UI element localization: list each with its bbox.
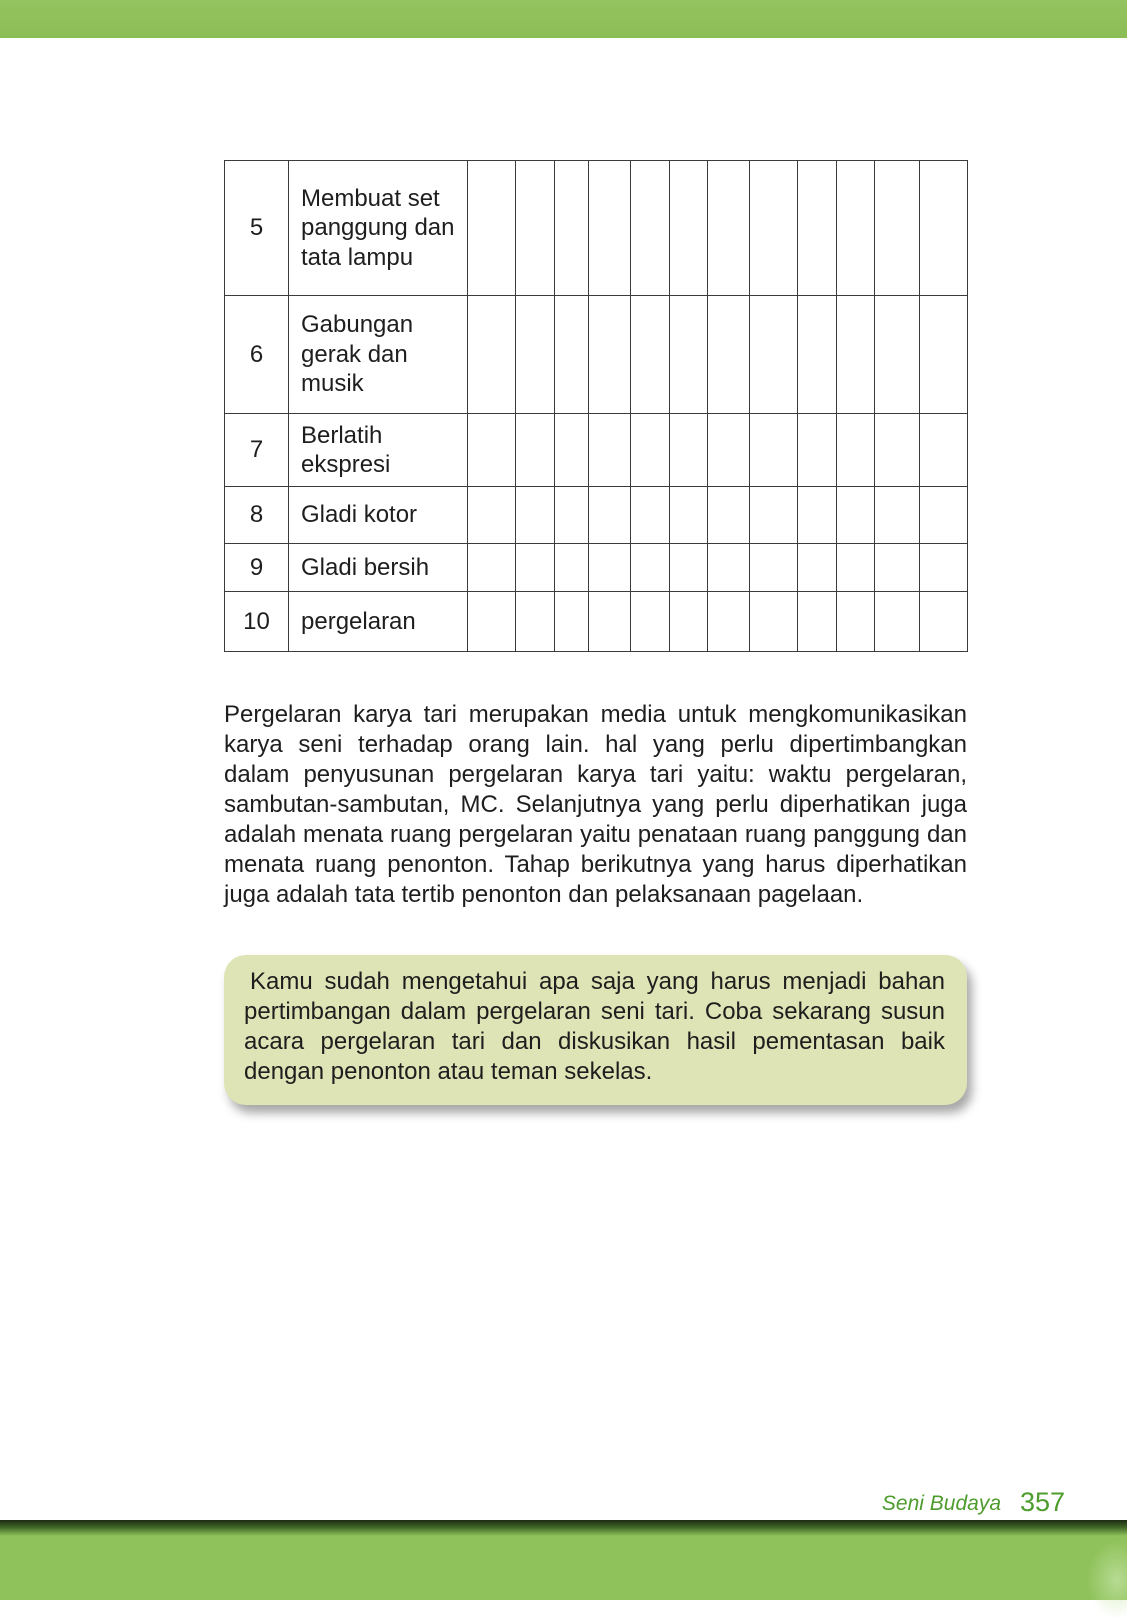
schedule-cell: [670, 544, 708, 592]
row-activity: Membuat set panggung dan tata lampu: [289, 161, 468, 296]
schedule-cell: [589, 414, 631, 487]
schedule-cell: [516, 592, 555, 652]
schedule-cell: [875, 296, 920, 414]
schedule-cell: [708, 487, 750, 544]
table-row: [225, 414, 968, 487]
note-text: Kamu sudah mengetahui apa saja yang harus menjadi bahan pertimbangan dalam pergelaran seni tari. Coba sekarang susun acara pergelaran tari dan diskusikan hasil pementasan baik dengan penonton atau teman sekelas.: [244, 968, 945, 1085]
schedule-cell: [631, 487, 670, 544]
row-activity: Gladi kotor: [289, 487, 468, 544]
schedule-cell: [516, 544, 555, 592]
schedule-cell: [468, 487, 516, 544]
schedule-cell: [708, 161, 750, 296]
table-row: [225, 487, 968, 544]
schedule-cell: [875, 544, 920, 592]
schedule-cell: [708, 296, 750, 414]
schedule-cell: [631, 414, 670, 487]
schedule-cell: [750, 592, 798, 652]
schedule-cell: [920, 544, 968, 592]
schedule-cell: [750, 487, 798, 544]
schedule-cell: [798, 414, 837, 487]
schedule-cell: [708, 592, 750, 652]
row-number: 10: [225, 592, 289, 652]
schedule-cell: [837, 544, 875, 592]
schedule-cell: [837, 296, 875, 414]
top-decorative-band: [0, 0, 1127, 38]
row-activity: Gabungan gerak dan musik: [289, 296, 468, 414]
schedule-cell: [920, 161, 968, 296]
schedule-cell: [837, 161, 875, 296]
schedule-cell: [875, 487, 920, 544]
schedule-cell: [589, 161, 631, 296]
schedule-cell: [468, 161, 516, 296]
body-paragraph: Pergelaran karya tari merupakan media untuk mengkomunikasikan karya seni terhadap orang lain. hal yang perlu dipertimbangkan dalam penyusunan pergelaran karya tari yaitu: waktu pergelaran, sambutan-sambutan, MC. Selanjutnya yang perlu diperhatikan juga adalah menata ruang pergelaran yaitu penataan ruang panggung dan menata ruang penonton. Tahap berikutnya yang harus diperhatikan juga adalah tata tertib penonton dan pelaksanaan pagelaan.: [224, 701, 967, 908]
schedule-cell: [750, 296, 798, 414]
schedule-cell: [589, 592, 631, 652]
schedule-cell: [750, 414, 798, 487]
bottom-band-shadow: [0, 1520, 1127, 1536]
schedule-cell: [516, 161, 555, 296]
schedule-cell: [670, 414, 708, 487]
table-row: [225, 161, 968, 296]
schedule-cell: [555, 592, 589, 652]
schedule-cell: [670, 296, 708, 414]
schedule-cell: [589, 487, 631, 544]
row-activity: Berlatih ekspresi: [289, 414, 468, 487]
schedule-cell: [750, 161, 798, 296]
schedule-cell: [589, 296, 631, 414]
schedule-cell: [589, 544, 631, 592]
schedule-cell: [516, 487, 555, 544]
schedule-cell: [798, 592, 837, 652]
schedule-cell: [920, 487, 968, 544]
row-number: 7: [225, 414, 289, 487]
schedule-cell: [631, 544, 670, 592]
schedule-cell: [837, 487, 875, 544]
row-number: 6: [225, 296, 289, 414]
footer-book-title: Seni Budaya: [881, 1492, 1001, 1515]
schedule-cell: [920, 296, 968, 414]
schedule-cell: [798, 487, 837, 544]
schedule-cell: [750, 544, 798, 592]
schedule-cell: [555, 161, 589, 296]
schedule-cell: [631, 161, 670, 296]
schedule-cell: [837, 414, 875, 487]
schedule-table: [224, 160, 968, 652]
row-number: 9: [225, 544, 289, 592]
schedule-cell: [468, 414, 516, 487]
page-number: 357: [1019, 1487, 1065, 1517]
bottom-band-glow: [1087, 1540, 1127, 1620]
schedule-cell: [670, 592, 708, 652]
schedule-cell: [631, 296, 670, 414]
schedule-cell: [920, 414, 968, 487]
schedule-cell: [798, 161, 837, 296]
schedule-cell: [798, 544, 837, 592]
schedule-cell: [837, 592, 875, 652]
schedule-cell: [708, 414, 750, 487]
row-number: 5: [225, 161, 289, 296]
schedule-cell: [670, 161, 708, 296]
schedule-cell: [468, 592, 516, 652]
schedule-cell: [798, 296, 837, 414]
schedule-cell: [708, 544, 750, 592]
schedule-cell: [875, 592, 920, 652]
row-activity: pergelaran: [289, 592, 468, 652]
activity-note-box: [224, 955, 967, 1105]
schedule-cell: [468, 544, 516, 592]
schedule-cell: [920, 592, 968, 652]
row-number: 8: [225, 487, 289, 544]
schedule-cell: [555, 487, 589, 544]
schedule-cell: [631, 592, 670, 652]
schedule-cell: [875, 161, 920, 296]
schedule-cell: [516, 296, 555, 414]
schedule-cell: [468, 296, 516, 414]
schedule-cell: [555, 296, 589, 414]
schedule-cell: [875, 414, 920, 487]
table-row: [225, 544, 968, 592]
table-row: [225, 296, 968, 414]
schedule-cell: [555, 544, 589, 592]
row-activity: Gladi bersih: [289, 544, 468, 592]
schedule-cell: [670, 487, 708, 544]
schedule-cell: [555, 414, 589, 487]
table-row: [225, 592, 968, 652]
schedule-cell: [516, 414, 555, 487]
